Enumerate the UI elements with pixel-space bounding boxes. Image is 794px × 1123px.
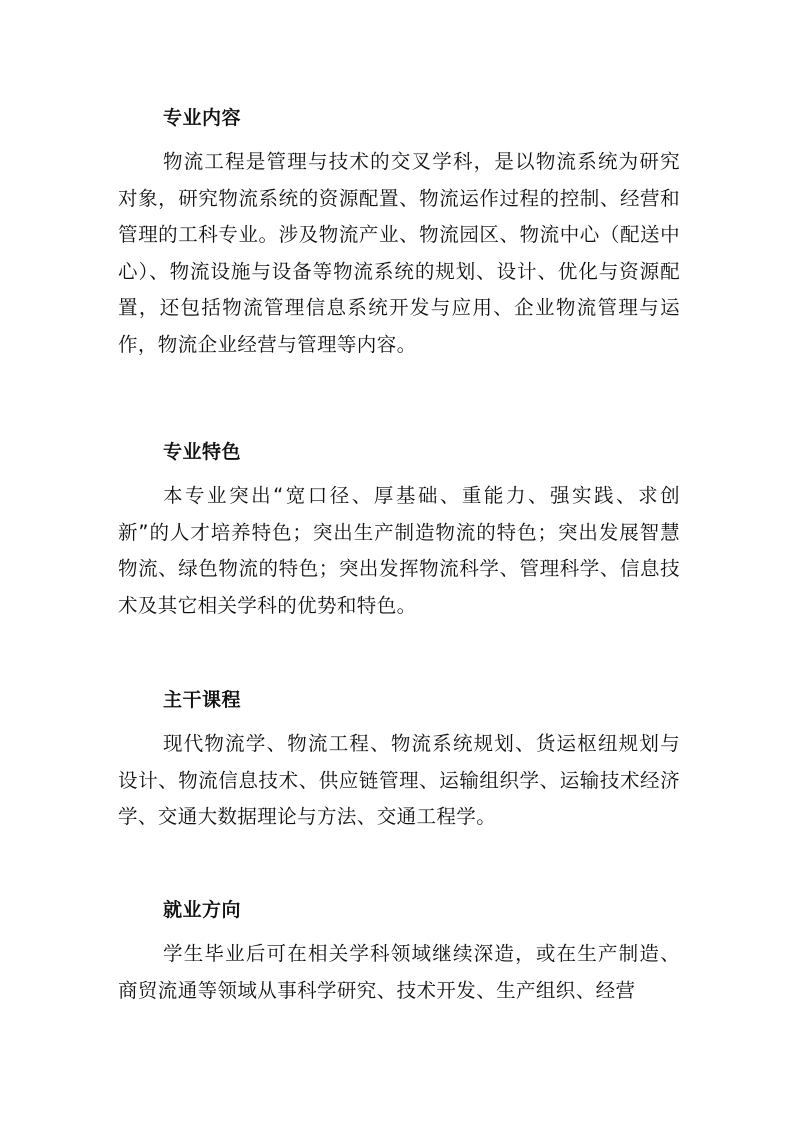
section-body: 物流工程是管理与技术的交叉学科，是以物流系统为研究对象，研究物流系统的资源配置、物流运作过程的控制、经营和管理的工科专业。涉及物流产业、物流园区、物流中心（配送中心）、物流设施与设备等物流系统的规划、设计、优化与资源配置，还包括物流管理信息系统开发与应用、企业物流管理与运作，物流企业经营与管理等内容。 (118, 150, 680, 356)
section-core-courses (118, 688, 680, 836)
section-body: 本专业突出“宽口径、厚基础、重能力、强实践、求创新”的人才培养特色；突出生产制造物流的特色；突出发展智慧物流、绿色物流的特色；突出发挥物流科学、管理科学、信息技术及其它相关学科的优势和特色。 (118, 484, 680, 617)
section-heading: 专业特色 (163, 441, 242, 463)
section-body: 现代物流学、物流工程、物流系统规划、货运枢纽规划与设计、物流信息技术、供应链管理、运输组织学、运输技术经济学、交通大数据理论与方法、交通工程学。 (118, 732, 680, 828)
section-heading: 专业内容 (163, 107, 242, 129)
section-career-direction (118, 898, 680, 1009)
section-major-content (118, 106, 680, 363)
section-heading: 就业方向 (163, 899, 242, 921)
section-body: 学生毕业后可在相关学科领域继续深造，或在生产制造、商贸流通等领域从事科学研究、技术开发、生产组织、经营 (118, 942, 680, 1002)
section-major-features (118, 440, 680, 624)
section-heading: 主干课程 (163, 689, 242, 711)
